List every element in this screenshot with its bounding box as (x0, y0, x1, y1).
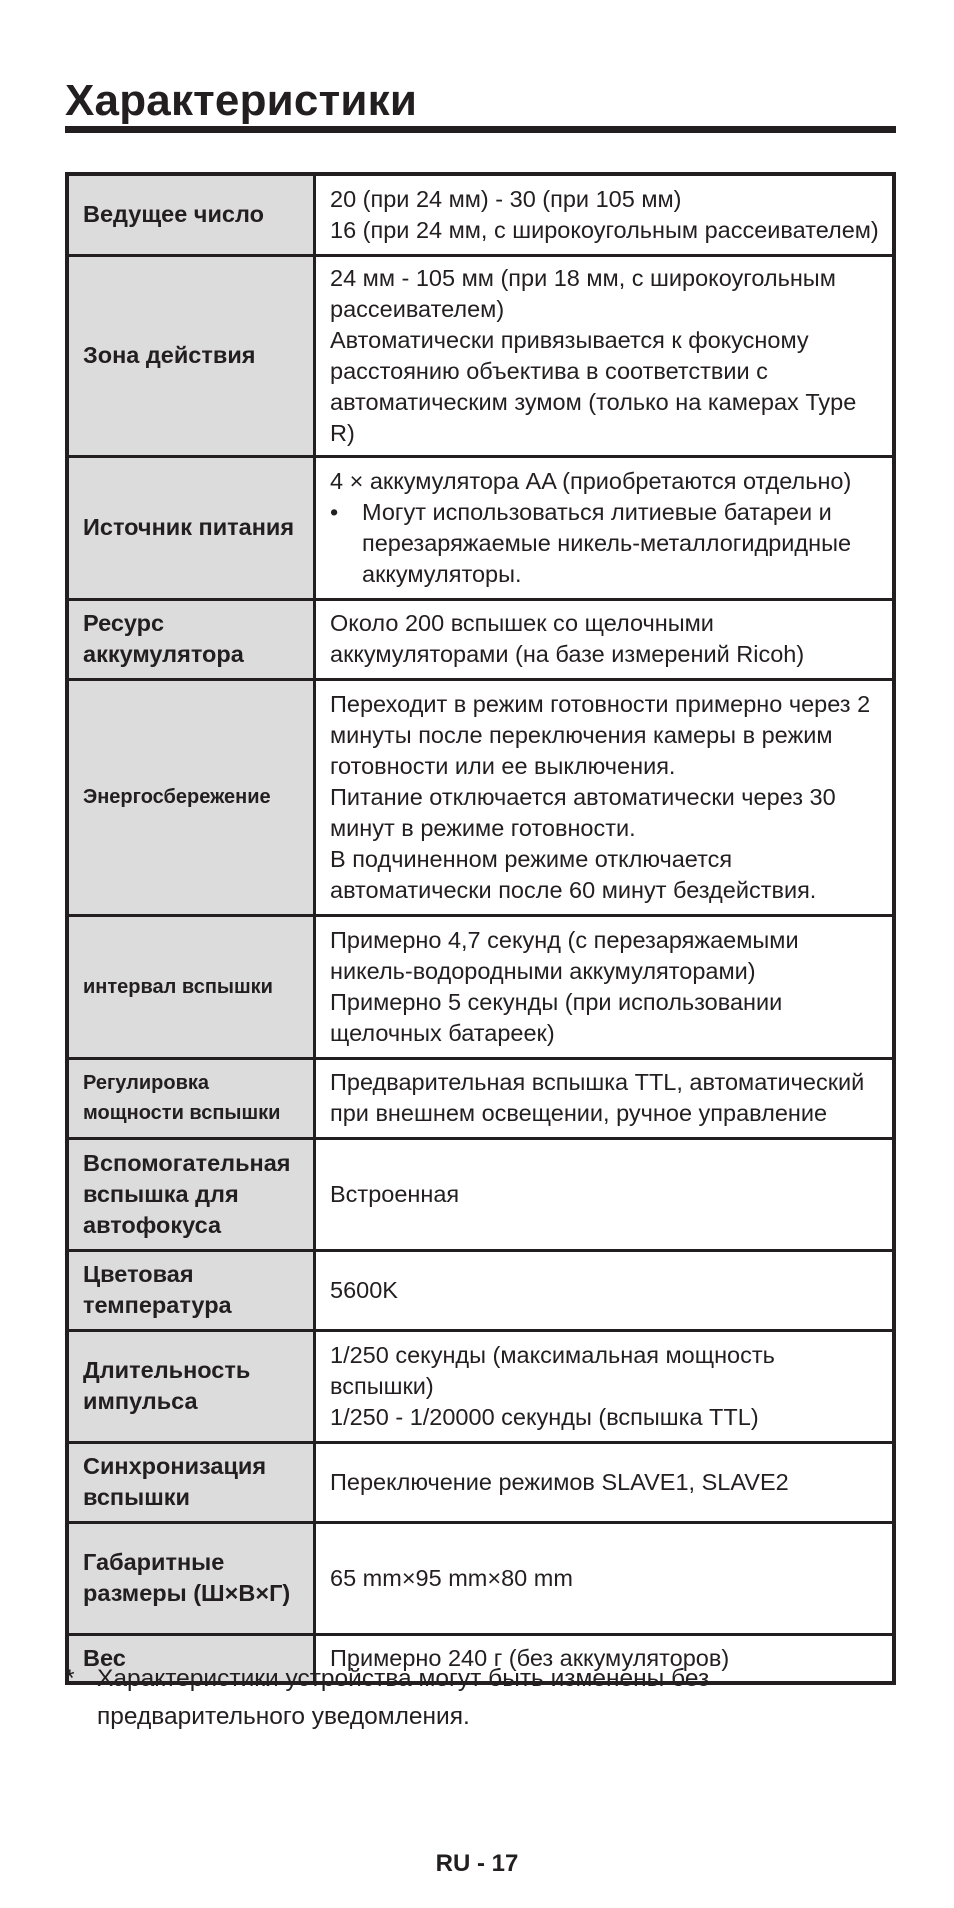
spec-value (315, 1250, 895, 1330)
spec-value (315, 174, 895, 255)
table-row (67, 1522, 894, 1634)
spec-value-line: 24 мм - 105 мм (при 18 мм, с широкоугольным рассеивателем) (330, 264, 836, 322)
spec-value (315, 255, 895, 456)
spec-value-line: Примерно 240 г (без аккумуляторов) (330, 1644, 730, 1671)
spec-value-line: 20 (при 24 мм) - 30 (при 105 мм) (330, 185, 682, 212)
table-row (67, 679, 894, 915)
table-row (67, 1250, 894, 1330)
table-row (67, 1442, 894, 1522)
spec-bullet-item (330, 497, 882, 590)
table-row (67, 1330, 894, 1442)
spec-value (315, 1442, 895, 1522)
footnote-marker: * (65, 1665, 75, 1692)
footnote (65, 1660, 765, 1736)
spec-value (315, 599, 895, 679)
spec-label: Энергосбережение (67, 679, 315, 915)
spec-value (315, 456, 895, 599)
spec-value-line: Питание отключается автоматически через 30 минут в режиме готовности. (330, 783, 836, 841)
spec-value-line: 1/250 - 1/20000 секунды (вспышка TTL) (330, 1403, 759, 1430)
spec-value-line: Встроенная (330, 1180, 460, 1207)
spec-label: Ведущее число (67, 174, 315, 255)
spec-value-line: Около 200 вспышек со щелочными аккумуляторами (на базе измерений Ricoh) (330, 610, 805, 667)
table-row (67, 255, 894, 456)
table-row (67, 174, 894, 255)
spec-label: Длительность импульса (67, 1330, 315, 1442)
spec-value-line: Переходит в режим готовности примерно через 2 минуты после переключения камеры в режим готовности или ее выключения. (330, 690, 871, 779)
spec-value-line: Примерно 5 секунды (при использовании щелочных батареек) (330, 988, 783, 1046)
spec-label: Вес (67, 1634, 315, 1683)
spec-label: Синхронизация вспышки (67, 1442, 315, 1522)
page-title: Характеристики (65, 76, 418, 125)
spec-label: Регулировка мощности вспышки (67, 1058, 315, 1138)
footnote-text: Характеристики устройства могут быть изменены без предварительного уведомления. (97, 1665, 710, 1730)
spec-label: интервал вспышки (67, 915, 315, 1058)
table-row (67, 915, 894, 1058)
spec-value (315, 1138, 895, 1250)
spec-value-line: В подчиненном режиме отключается автоматически после 60 минут бездействия. (330, 845, 817, 903)
spec-value-line: Переключение режимов SLAVE1, SLAVE2 (330, 1468, 789, 1495)
spec-value-line: 5600K (330, 1276, 398, 1303)
table-row (67, 456, 894, 599)
bullet-marker: • (330, 498, 339, 525)
table-row (67, 599, 894, 679)
spec-value-line: 65 mm×95 mm×80 mm (330, 1564, 573, 1591)
spec-value-line: Примерно 4,7 секунд (с перезаряжаемыми никель-водородными аккумуляторами) (330, 926, 799, 984)
spec-value (315, 1330, 895, 1442)
spec-value (315, 915, 895, 1058)
page-number: RU - 17 (435, 1850, 519, 1877)
spec-value-line: 1/250 секунды (максимальная мощность вспышки) (330, 1341, 775, 1399)
spec-value (315, 679, 895, 915)
spec-label: Ресурс аккумулятора (67, 599, 315, 679)
title-underline (65, 126, 896, 133)
spec-value-line: Предварительная вспышка TTL, автоматический при внешнем освещении, ручное управление (330, 1069, 865, 1126)
spec-label: Источник питания (67, 456, 315, 599)
table-row (67, 1138, 894, 1250)
table-row (67, 1058, 894, 1138)
spec-label: Зона действия (67, 255, 315, 456)
spec-value-line: 16 (при 24 мм, с широкоугольным рассеивателем) (330, 216, 879, 243)
spec-value-line: 4 × аккумулятора AA (приобретаются отдельно) (330, 467, 852, 494)
spec-label: Габаритные размеры (Ш×В×Г) (67, 1522, 315, 1634)
spec-label: Цветовая температура (67, 1250, 315, 1330)
spec-value-line: Автоматически привязывается к фокусному расстоянию объектива в соответствии с автоматическим зумом (только на камерах Type R) (330, 326, 857, 446)
specifications-table (65, 172, 896, 1685)
spec-value (315, 1522, 895, 1634)
spec-label: Вспомогательная вспышка для автофокуса (67, 1138, 315, 1250)
spec-value (315, 1058, 895, 1138)
spec-bullet-text: Могут использоваться литиевые батареи и перезаряжаемые никель-металлогидридные аккумуляторы. (362, 498, 852, 587)
